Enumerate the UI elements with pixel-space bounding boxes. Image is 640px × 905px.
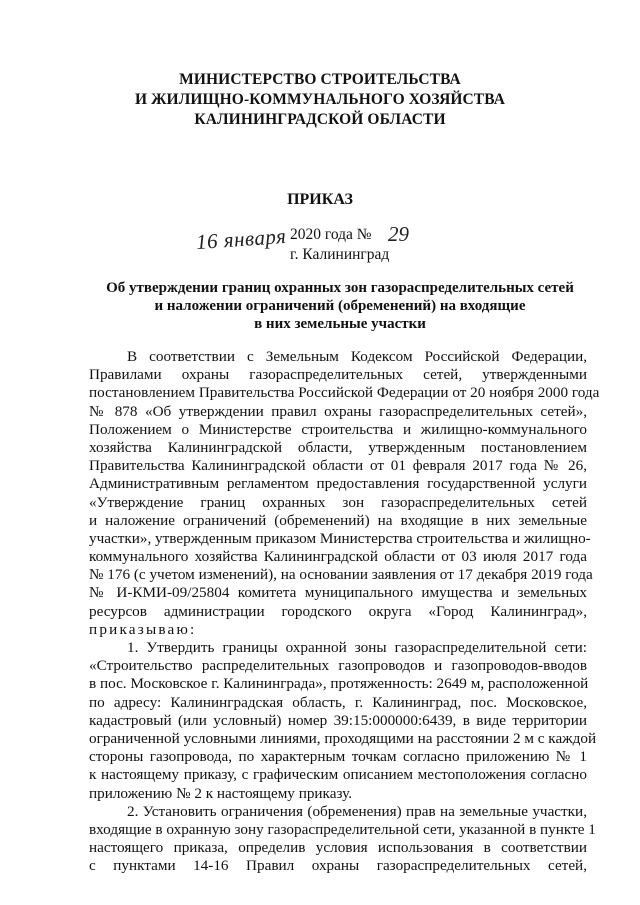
body-line: хозяйства Калининградской области, утвержденным постановлением	[89, 438, 587, 456]
city: г. Калининград	[290, 246, 390, 263]
ministry-line-1: МИНИСТЕРСТВО СТРОИТЕЛЬСТВА	[179, 71, 461, 88]
handwritten-order-number: 29	[388, 222, 409, 246]
body-line: настоящего приказа, определив условия использования в соответствии	[89, 839, 587, 857]
ministry-header	[0, 70, 640, 130]
order-body	[89, 348, 600, 875]
order-subject	[100, 279, 580, 333]
body-line: Правилами охраны газораспределительных сетей, утвержденными	[89, 366, 587, 384]
body-line: Правительства Калининградской области от 01 февраля 2017 года № 26,	[89, 457, 587, 475]
body-line: Административным регламентом предоставления государственной услуги	[89, 475, 587, 493]
ministry-line-2: И ЖИЛИЩНО-КОММУНАЛЬНОГО ХОЗЯЙСТВА	[134, 91, 506, 108]
body-line: по адресу: Калининградская область, г. Калининград, пос. Московское,	[89, 693, 587, 711]
subject-line-2: и наложении ограничений (обременений) на входящие	[154, 298, 526, 314]
body-line: Положением о Министерстве строительства и жилищно-коммунального	[89, 420, 587, 438]
body-line: участки», утвержденным приказом Министерства строительства и жилищно-	[89, 529, 591, 547]
subject-line-1: Об утверждении границ охранных зон газораспределительных сетей	[106, 280, 574, 296]
ministry-line-3: КАЛИНИНГРАДСКОЙ ОБЛАСТИ	[194, 111, 446, 128]
body-line: в пос. Московское г. Калининграда», протяженность: 2649 м, расположенной	[89, 675, 589, 693]
body-line: ограниченной условными линиями, проходящими на расстоянии 2 м с каждой	[89, 729, 597, 747]
body-line: № 176 (с учетом изменений), на основании заявления от 17 декабря 2019 года	[89, 566, 593, 584]
body-line: постановлением Правительства Российской Федерации от 20 ноября 2000 года	[89, 384, 600, 402]
body-line: В соответствии с Земельным Кодексом Российской Федерации,	[127, 348, 587, 365]
body-line: № 878 «Об утверждении правил охраны газораспределительных сетей»,	[89, 402, 587, 420]
body-line: с пунктами 14-16 Правил охраны газораспределительных сетей,	[89, 857, 587, 875]
body-line: входящие в охранную зону газораспределительной сети, указанной в пункте 1	[89, 820, 596, 838]
body-line: кадастровый (или условный) номер 39:15:000000:6439, в виде территории	[89, 711, 587, 729]
document-type: ПРИКАЗ	[287, 191, 353, 208]
body-line: к настоящему приказу, с графическим описанием местоположения согласно	[89, 766, 587, 784]
body-line: и наложение ограничений (обременений) на входящие в них земельные	[89, 511, 587, 529]
body-line: «Строительство распределительных газопроводов и газопроводов-вводов	[89, 657, 587, 675]
body-line: ресурсов администрации городского округа «Город Калининград»,	[89, 602, 587, 620]
body-line: «Утверждение границ охранных зон газораспределительных сетей	[89, 493, 587, 511]
body-line: 1. Утвердить границы охранной зоны газораспределительной сети:	[127, 639, 587, 656]
body-line: № И-КМИ-09/25804 комитета муниципального имущества и земельных	[89, 584, 587, 602]
handwritten-date: 16 января	[195, 223, 288, 255]
body-line: 2. Установить ограничения (обременения) прав на земельные участки,	[127, 802, 587, 820]
body-line: приложению № 2 к настоящему приказу.	[89, 784, 352, 802]
body-line: коммунального хозяйства Калининградской области от 03 июля 2017 года	[89, 548, 587, 566]
subject-line-3: в них земельные участки	[254, 316, 426, 332]
order-verb: приказываю:	[89, 620, 197, 638]
body-line: стороны газопровода, по характерным точкам согласно приложению № 1	[89, 748, 587, 766]
date-year: 2020 года №	[290, 226, 372, 243]
